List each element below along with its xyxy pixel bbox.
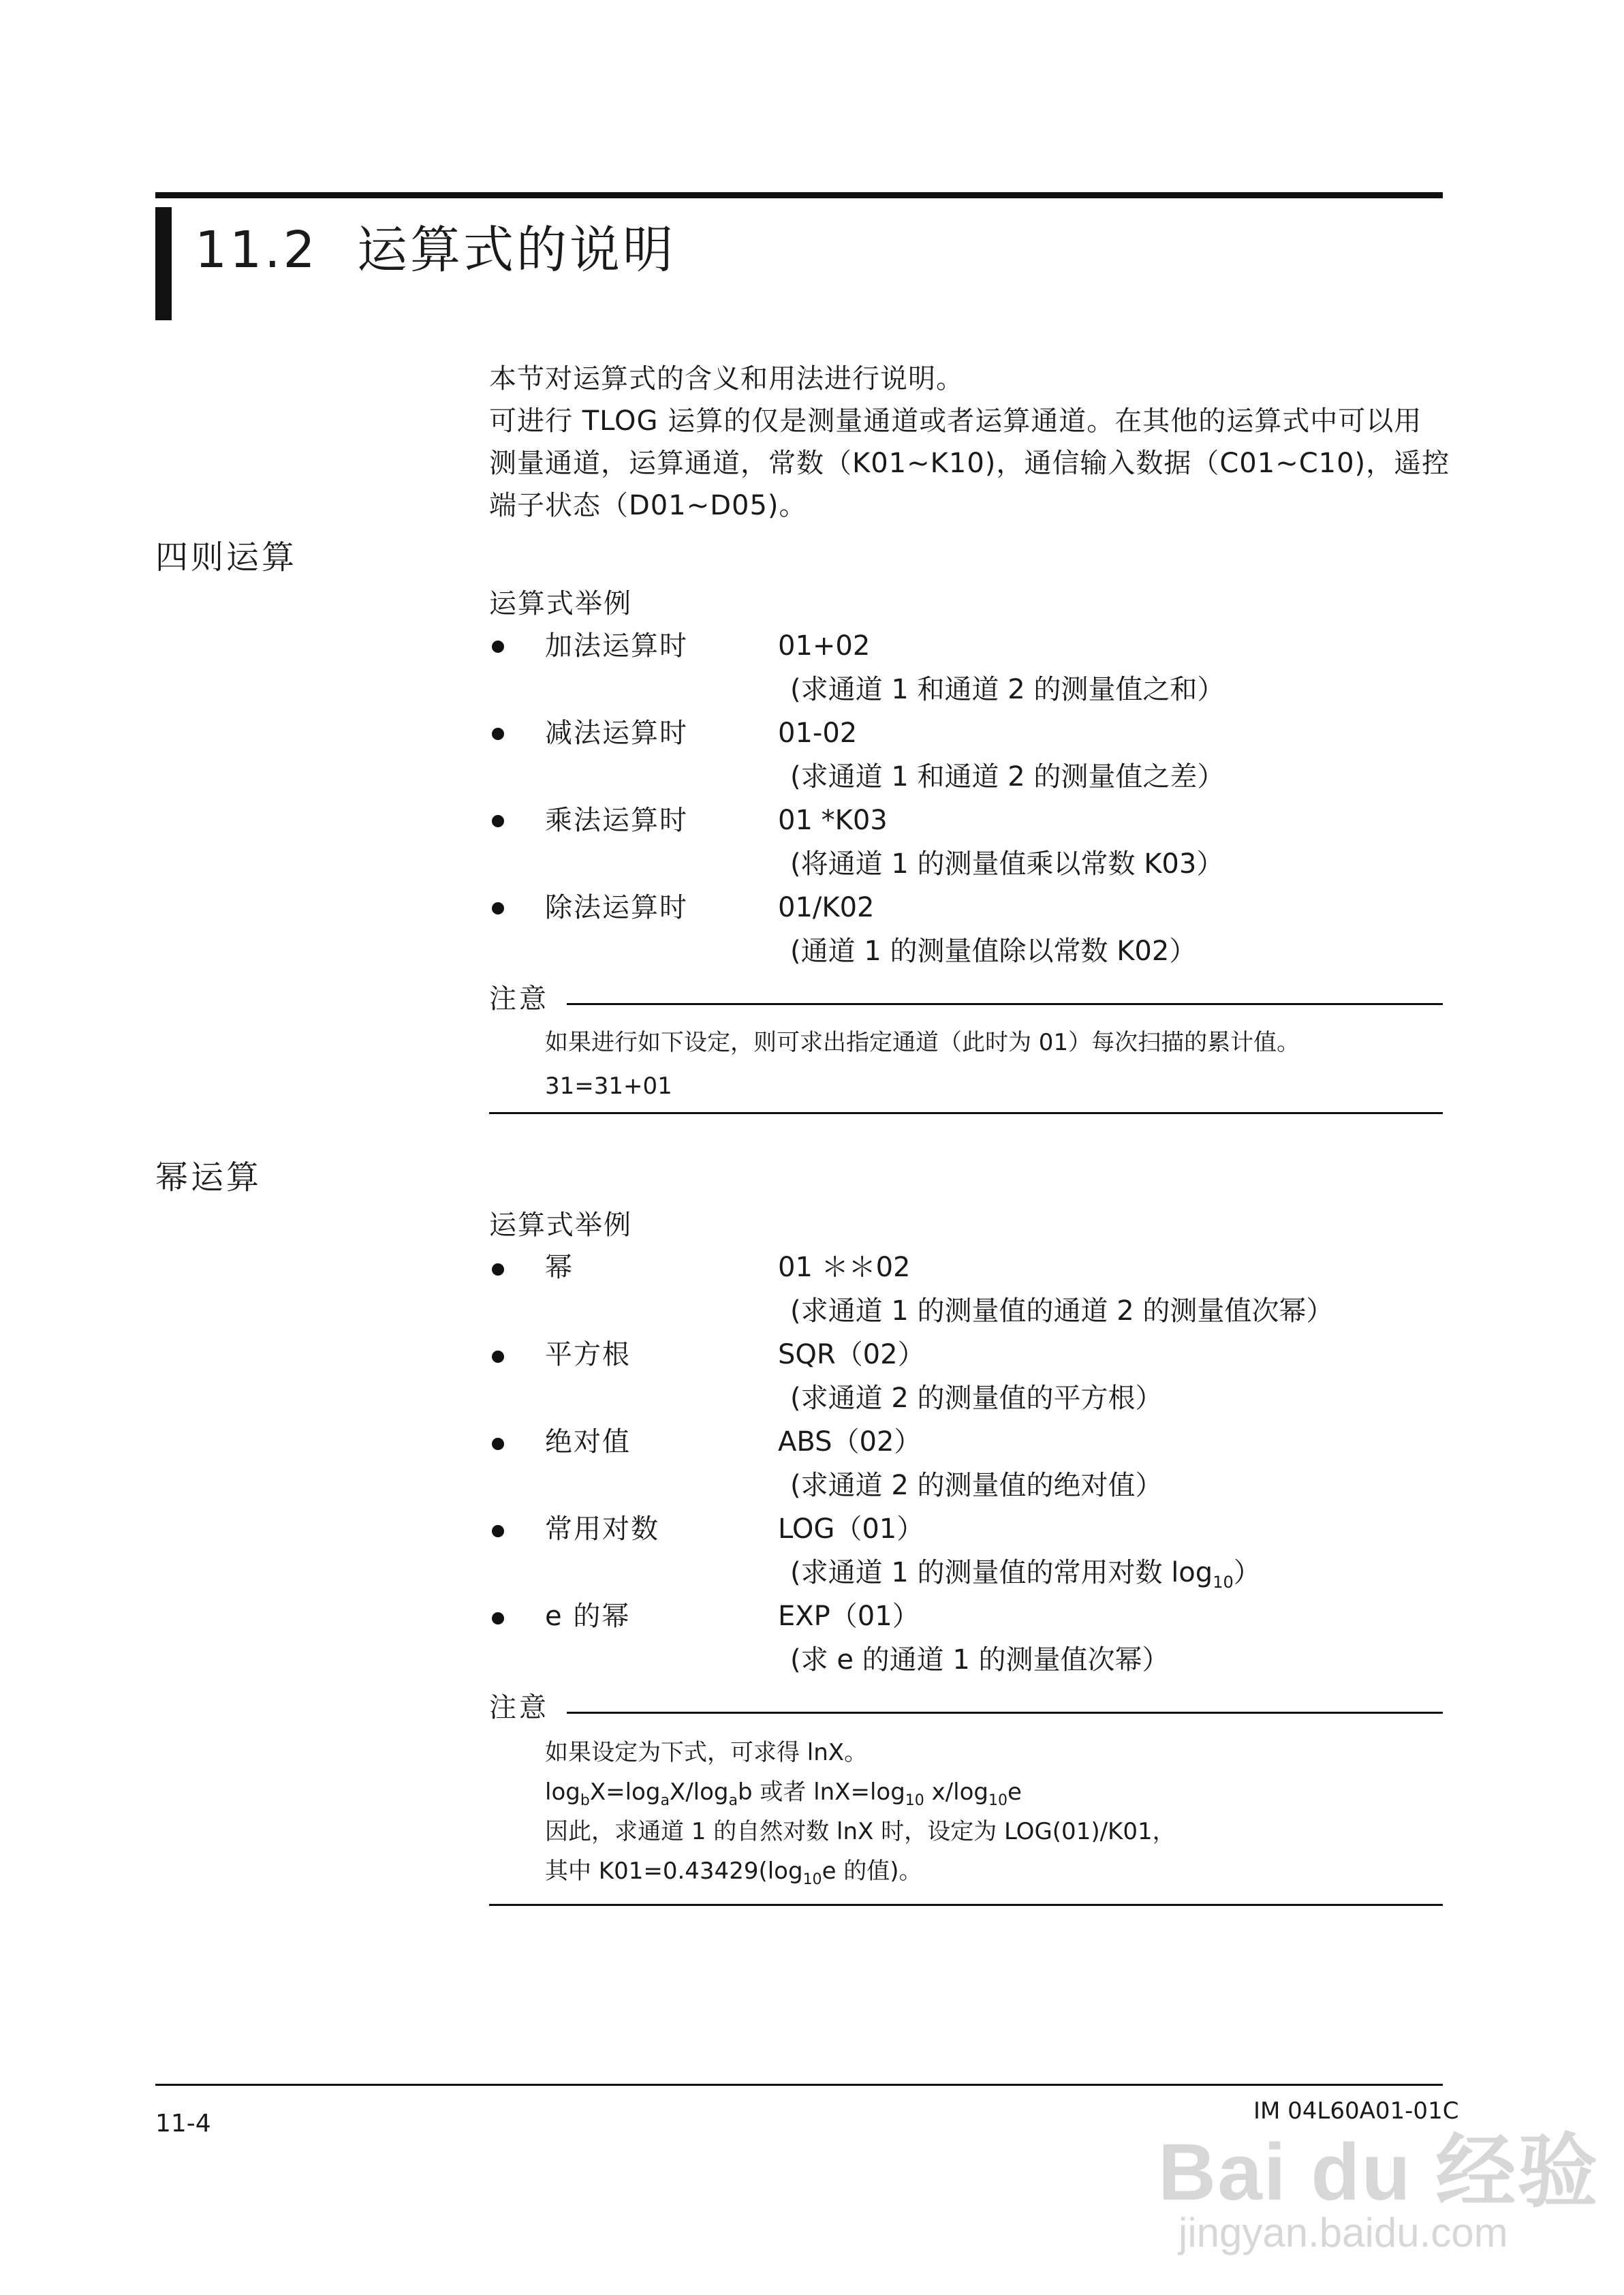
op-label: 幂 xyxy=(545,1252,574,1283)
watermark-logo xyxy=(1158,2107,1608,2277)
intro-line-2: 可进行 TLOG 运算的仅是测量通道或者运算通道。在其他的运算式中可以用 xyxy=(489,405,1422,437)
bullet-icon xyxy=(492,728,504,740)
section-number: 11.2 xyxy=(195,221,318,279)
bullet-icon xyxy=(492,902,504,914)
arithmetic-heading: 四则运算 xyxy=(155,538,298,576)
op-label: 常用对数 xyxy=(545,1513,659,1545)
op-expression: 01/K02 xyxy=(778,892,875,923)
header-rule xyxy=(155,192,1443,198)
op-label: 乘法运算时 xyxy=(545,805,688,836)
op-description: (将通道 1 的测量值乘以常数 K03） xyxy=(790,848,1224,880)
note-text: 如果设定为下式，可求得 lnX。 xyxy=(545,1739,868,1766)
bullet-icon xyxy=(492,1351,504,1363)
watermark-brand: Bai du 经验 xyxy=(1158,2127,1599,2217)
footer-rule xyxy=(155,2084,1443,2086)
op-expression: SQR（02） xyxy=(778,1339,925,1370)
op-description: (求通道 2 的测量值的绝对值） xyxy=(790,1470,1163,1501)
note-rule xyxy=(489,1904,1443,1906)
watermark-url: jingyan.baidu.com xyxy=(1178,2210,1508,2255)
op-description: (通道 1 的测量值除以常数 K02） xyxy=(790,936,1197,967)
bullet-icon xyxy=(492,1263,504,1276)
op-expression: ABS（02） xyxy=(778,1426,922,1458)
intro-line-3: 测量通道，运算通道，常数（K01~K10)，通信输入数据（C01~C10)，遥控 xyxy=(489,448,1450,479)
bullet-icon xyxy=(492,1525,504,1537)
intro-line-1: 本节对运算式的含义和用法进行说明。 xyxy=(489,363,964,395)
op-expression: 01+02 xyxy=(778,630,871,662)
note-text: 其中 $K01=0.43429(\log_{10}e$ 的值)。 xyxy=(545,1858,922,1888)
op-label: 绝对值 xyxy=(545,1426,631,1458)
op-label: 减法运算时 xyxy=(545,718,688,749)
note-formula: 31=31+01 xyxy=(545,1073,672,1100)
bullet-icon xyxy=(492,1438,504,1450)
op-label: 加法运算时 xyxy=(545,630,688,662)
note-formula: $\log_bX=\log_aX/\log_ab$ 或者 $\ln X=\log_{10}$ $x/\log_{10}e$ xyxy=(545,1778,1022,1809)
note-rule xyxy=(567,1003,1443,1005)
op-label: 除法运算时 xyxy=(545,892,688,923)
op-label: e 的幂 xyxy=(545,1601,631,1632)
title-marker-bar xyxy=(155,207,172,320)
bullet-icon xyxy=(492,815,504,827)
document-id: IM 04L60A01-01C xyxy=(1253,2097,1459,2125)
note-rule xyxy=(567,1712,1443,1714)
bullet-icon xyxy=(492,641,504,653)
note-text: 因此，求通道 1 的自然对数 lnX 时，设定为 LOG(01)/K01， xyxy=(545,1818,1176,1845)
op-description: (求通道 1 和通道 2 的测量值之差） xyxy=(790,761,1225,792)
op-description: (求通道 2 的测量值的平方根） xyxy=(790,1383,1163,1414)
power-subheading: 运算式举例 xyxy=(489,1210,632,1241)
op-description: (求通道 1 的测量值的通道 2 的测量值次幂） xyxy=(790,1295,1334,1327)
intro-line-4: 端子状态（D01~D05)。 xyxy=(489,490,807,521)
power-heading: 幂运算 xyxy=(155,1158,262,1197)
note-rule xyxy=(489,1112,1443,1114)
op-expression: 01 ＊＊02 xyxy=(778,1252,911,1283)
op-description: (求通道 1 的测量值的常用对数 $\log_{10}$） xyxy=(790,1557,1261,1592)
op-description: (求 e 的通道 1 的测量值次幂） xyxy=(790,1644,1170,1676)
note-label: 注意 xyxy=(489,983,549,1015)
op-expression: 01 *K03 xyxy=(778,805,888,836)
op-expression: EXP（01） xyxy=(778,1601,920,1632)
op-expression: 01-02 xyxy=(778,718,858,749)
op-expression: LOG（01） xyxy=(778,1513,924,1545)
page-number: 11-4 xyxy=(155,2110,211,2138)
note-label: 注意 xyxy=(489,1692,549,1723)
bullet-icon xyxy=(492,1612,504,1624)
op-description: (求通道 1 和通道 2 的测量值之和） xyxy=(790,674,1225,705)
section-title: 运算式的说明 xyxy=(357,221,676,279)
note-text: 如果进行如下设定，则可求出指定通道（此时为 01）每次扫描的累计值。 xyxy=(545,1029,1300,1056)
arithmetic-subheading: 运算式举例 xyxy=(489,588,632,619)
op-label: 平方根 xyxy=(545,1339,631,1370)
